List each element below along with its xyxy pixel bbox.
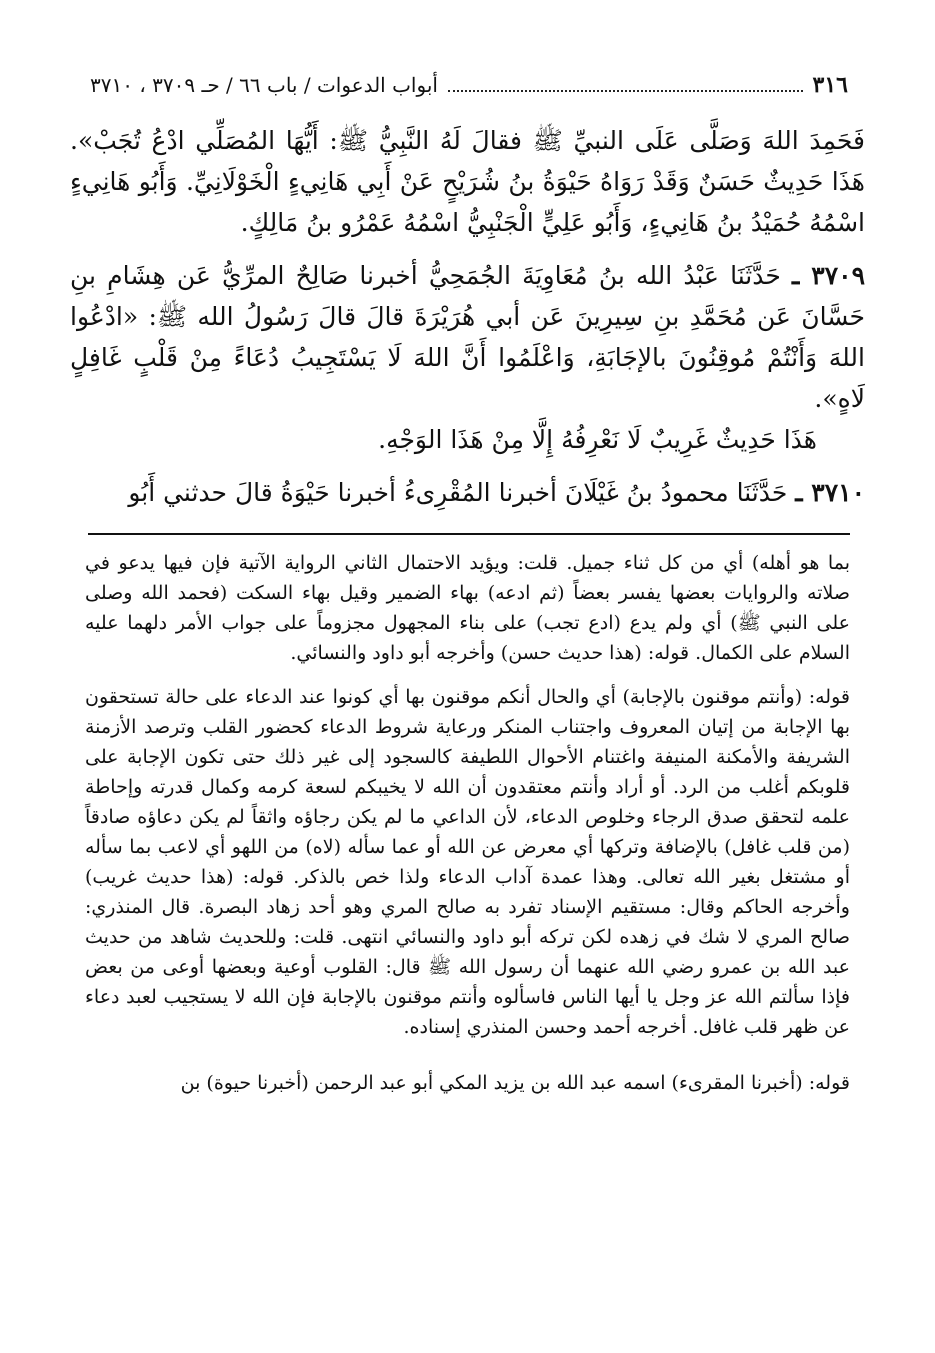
main-paragraph: فَحَمِدَ اللهَ وَصَلَّى عَلَى النبيِّ ﷺ فقالَ لَهُ النَّبِيُّ ﷺ: أَيُّهَا المُصَلِّي ادْعُ تُجَبْ». هَذَا حَدِيثٌ حَسَنٌ وَقَدْ رَوَاهُ حَيْوَةُ بنُ شُرَيْحٍ عَنْ أَبِي هَانِيءٍ الْخَوْلَانِيِّ. وَأَبُو هَانِيءٍ اسْمُهُ حُمَيْدُ بنُ هَانِيءٍ، وَأَبُو عَلِيٍّ الْجَنْبِيُّ اسْمُهُ عَمْرُو بنُ مَالِكٍ. [70, 126, 865, 237]
hadith-text: حَدَّثَنَا عَبْدُ الله بنُ مُعَاوِيَةَ الجُمَحِيُّ أخبرنا صَالِحٌ المرِّيُّ عَن هِشَامِ بنِ حَسَّانَ عَن مُحَمَّدِ بنِ سِيرِينَ عَن أبي هُرَيْرَةَ قالَ قالَ رَسُولُ الله ﷺ: «ادْعُوا اللهَ وَأَنْتُمْ مُوقِنُونَ بالإجَابَةِ، وَاعْلَمُوا أَنَّ اللهَ لَا يَسْتَجِيبُ دُعَاءً مِنْ قَلْبٍ غَافِلٍ لَاهٍ». [70, 261, 865, 413]
hadith-3709 [70, 255, 865, 419]
hadith-number: ٣٧١٠ ـ [795, 478, 865, 507]
footnote-separator [88, 533, 850, 535]
commentary-paragraph: بما هو أهله) أي من كل ثناء جميل. قلت: ويؤيد الاحتمال الثاني الرواية الآتية فإن فيها يدعو في صلاته والروايات بعضها يفسر بعضاً (ثم ادعه) بهاء الضمير وقيل بهاء السكت (فحمد الله وصلى على النبي ﷺ) أي ولم يدع (ادع تجب) على بناء المجهول مجزوماً على جواب الأمر دلهما عليه السلام على الكمال. قوله: (هذا حديث حسن) وأخرجه أبو داود والنسائي. [85, 552, 850, 664]
commentary [85, 548, 850, 1098]
page-number: ٣١٦ [812, 72, 848, 98]
main-text [70, 120, 865, 513]
page-header [90, 72, 848, 106]
hadith-3710 [70, 472, 865, 513]
header-leader-dots [448, 76, 803, 92]
hadith-text: حَدَّثَنَا محمودُ بنُ غَيْلَانَ أخبرنا المُقْرِىءُ أخبرنا حَيْوَةُ قالَ حدثني أَبُو [128, 478, 788, 507]
commentary-paragraph: قوله: (وأنتم موقنون بالإجابة) أي والحال أنكم موقنون بها أي كونوا عند الدعاء على حالة تستحقون بها الإجابة من إتيان المعروف واجتناب المنكر ورعاية شروط الدعاء كحضور القلب وترصد الأزمنة الشريفة والأمكنة المنيفة واغتنام الأحوال اللطيفة كالسجود إلى غير ذلك حتى تكون الإجابة على قلوبكم أغلب من الرد. أو أراد وأنتم معتقدون أن الله لا يخيبكم لسعة كرمه وكمال قدرته وإحاطة علمه لتحقق صدق الرجاء وخلوص الدعاء، لأن الداعي ما لم يكن رجاؤه واثقاً لم يكن دعاؤه صادقاً (من قلب غافل) بالإضافة وتركها أي معرض عن الله أو عما سأله (لاه) من اللهو أي لاعب بما سأله أو مشتغل بغير الله تعالى. وهذا عمدة آداب الدعاء ولذا خص بالذكر. قوله: (هذا حديث غريب) وأخرجه الحاكم وقال: مستقيم الإسناد تفرد به صالح المري وهو أحد زهاد البصرة. قال المنذري: صالح المري لا شك في زهده لكن تركه أبو داود والنسائي انتهى. قلت: وللحديث شاهد من حديث عبد الله بن عمرو رضي الله عنهما أن رسول الله ﷺ قال: القلوب أوعية وبعضها أوعى من بعض فإذا سألتم الله عز وجل يا أيها الناس فاسألوه وأنتم موقنون بالإجابة فإن الله لا يستجيب لعبد دعاء عن ظهر قلب غافل. أخرجه أحمد وحسن المنذري إسناده. [85, 686, 850, 1038]
hadith-grading: هَذَا حَدِيثٌ غَرِيبٌ لَا نَعْرِفُهُ إِلَّا مِنْ هَذَا الوَجْهِ. [378, 425, 817, 454]
hadith-number: ٣٧٠٩ ـ [792, 261, 865, 290]
running-title: أبواب الدعوات / باب ٦٦ / حـ ٣٧٠٩ ، ٣٧١٠ [90, 73, 438, 97]
commentary-paragraph: قوله: (أخبرنا المقرىء) اسمه عبد الله بن يزيد المكي أبو عبد الرحمن (أخبرنا حيوة) بن [180, 1072, 850, 1094]
